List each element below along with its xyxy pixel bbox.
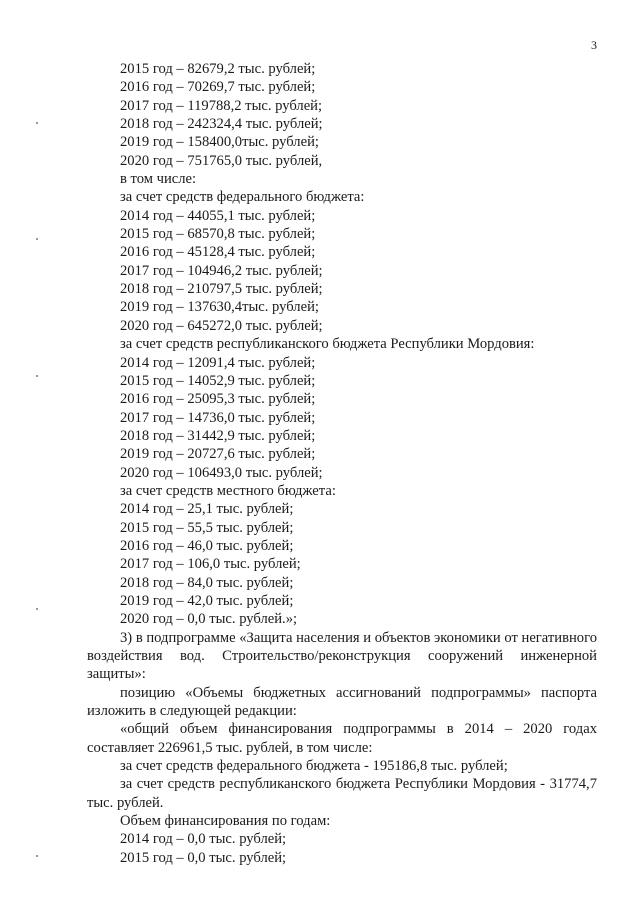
text-line: 2014 год – 12091,4 тыс. рублей; [120,354,316,371]
text-line: 2017 год – 14736,0 тыс. рублей; [120,409,316,426]
paragraph-federal: за счет средств федерального бюджета - 195186,8 тыс. рублей; [120,758,508,775]
text-line: 2016 год – 45128,4 тыс. рублей; [120,244,316,261]
text-line: 2016 год – 46,0 тыс. рублей; [120,537,294,554]
text-line: 2016 год – 70269,7 тыс. рублей; [120,79,316,96]
paragraph-position: позицию «Объемы бюджетных ассигнований подпрограммы» паспорта изложить в следующей редакции: [87,684,597,720]
section-heading-local: за счет средств местного бюджета: [120,482,336,499]
text-line: 2015 год – 55,5 тыс. рублей; [120,519,294,536]
scan-speck [36,375,38,377]
text-line: 2019 год – 137630,4тыс. рублей; [120,299,319,316]
document-body [87,60,597,867]
text-line: 2017 год – 119788,2 тыс. рублей; [120,97,323,114]
scan-speck [36,238,38,240]
text-line: 2015 год – 14052,9 тыс. рублей; [120,372,316,389]
text-line: 2020 год – 645272,0 тыс. рублей; [120,317,323,334]
paragraph-total-volume: «общий объем финансирования подпрограммы в 2014 – 2020 годах составляет 226961,5 тыс. рублей, в том числе: [87,721,597,756]
text-line: 2020 год – 106493,0 тыс. рублей; [120,464,323,481]
text-line: 2019 год – 42,0 тыс. рублей; [120,592,294,609]
text-line: 2018 год – 84,0 тыс. рублей; [120,574,294,591]
text-line: 2020 год – 0,0 тыс. рублей.»; [120,611,298,628]
text-line: 2015 год – 0,0 тыс. рублей; [120,849,287,866]
text-line: 2016 год – 25095,3 тыс. рублей; [120,391,316,408]
text-line: 2015 год – 68570,8 тыс. рублей; [120,226,316,243]
text-line: 2018 год – 31442,9 тыс. рублей; [120,427,316,444]
text-line: 2014 год – 25,1 тыс. рублей; [120,501,294,518]
text-line: 2018 год – 242324,4 тыс. рублей; [120,116,323,133]
text-line: 2019 год – 158400,0тыс. рублей; [120,134,319,151]
text-line: 2017 год – 106,0 тыс. рублей; [120,556,301,573]
scan-speck [36,855,38,857]
paragraph-republican: за счет средств республиканского бюджета Республики Мордовия - 31774,7 тыс. рублей. [87,776,597,811]
section-heading-republican: за счет средств республиканского бюджета Республики Мордовия: [120,336,535,353]
text-line: Объем финансирования по годам: [120,813,331,830]
text-line: 2019 год – 20727,6 тыс. рублей; [120,446,316,463]
text-line: 2018 год – 210797,5 тыс. рублей; [120,281,323,298]
paragraph-subprogram: 3) в подпрограмме «Защита населения и объектов экономики от негативного воздействия вод. Строительство/реконструкция сооружений инженерной защиты»: [87,629,597,683]
section-heading-federal: за счет средств федерального бюджета: [120,189,365,206]
text-line: 2014 год – 0,0 тыс. рублей; [120,831,287,848]
text-line: 2014 год – 44055,1 тыс. рублей; [120,207,316,224]
text-line: 2017 год – 104946,2 тыс. рублей; [120,262,323,279]
text-line: 2020 год – 751765,0 тыс. рублей, [120,152,323,169]
text-line: 2015 год – 82679,2 тыс. рублей; [120,61,316,77]
text-line: в том числе: [120,171,197,188]
scan-speck [36,122,38,124]
page-number: 3 [591,38,597,52]
scan-speck [36,608,38,610]
